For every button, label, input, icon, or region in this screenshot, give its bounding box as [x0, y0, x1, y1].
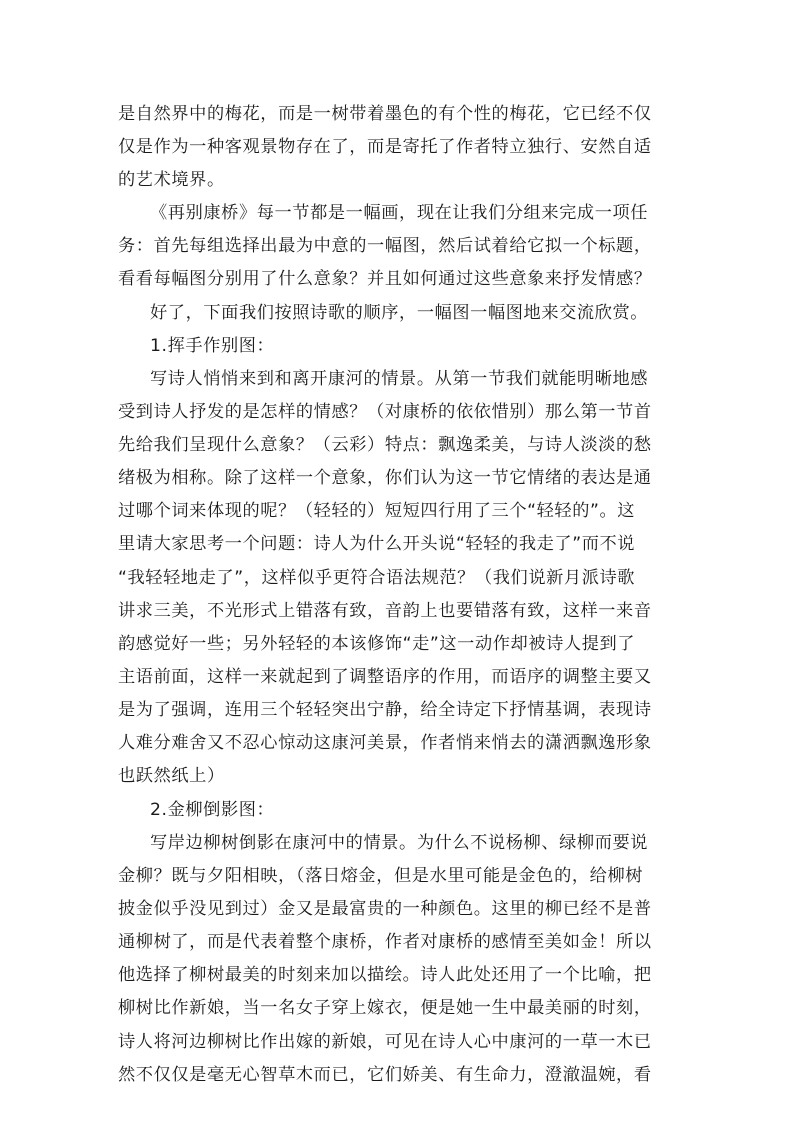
text-line: 仅是作为一种客观景物存在了，而是寄托了作者特立独行、安然自适: [118, 137, 652, 157]
text-line: 金柳？既与夕阳相映，（落日熔金，但是水里可能是金色的，给柳树: [118, 866, 644, 886]
text-line: 写岸边柳树倒影在康河中的情景。为什么不说杨柳、绿柳而要说: [150, 833, 649, 853]
text-line: 写诗人悄悄来到和离开康河的情景。从第一节我们就能明晰地感: [150, 369, 649, 389]
text-line: 诗人将河边柳树比作出嫁的新娘，可见在诗人心中康河的一草一木已: [118, 1032, 652, 1052]
text-line: 看看每幅图分别用了什么意象？并且如何通过这些意象来抒发情感？: [118, 269, 652, 289]
text-line: 务：首先每组选择出最为中意的一幅图，然后试着给它拟一个标题，: [118, 236, 652, 256]
text-line: 柳树比作新娘，当一名女子穿上嫁衣，便是她一生中最美丽的时刻，: [118, 998, 652, 1018]
text-line: 人难分难舍又不忍心惊动这康河美景，作者悄来悄去的潇洒飘逸形象: [118, 733, 652, 753]
text-line: 是自然界中的梅花，而是一树带着墨色的有个性的梅花，它已经不仅: [118, 104, 652, 124]
text-line: 受到诗人抒发的是怎样的情感？（对康桥的依依惜别）那么第一节首: [118, 402, 652, 422]
text-line: 是为了强调，连用三个轻轻突出宁静，给全诗定下抒情基调，表现诗: [118, 700, 652, 720]
section-heading: 1.挥手作别图：: [150, 336, 275, 356]
text-line: 好了，下面我们按照诗歌的顺序，一幅图一幅图地来交流欣赏。: [150, 303, 649, 323]
text-line: 通柳树了，而是代表着整个康桥，作者对康桥的感情至美如金！所以: [118, 932, 652, 952]
text-line: 也跃然纸上）: [118, 766, 225, 786]
text-line: 然不仅仅是毫无心智草木而已，它们娇美、有生命力，澄澈温婉，看: [118, 1065, 652, 1085]
text-line: 他选择了柳树最美的时刻来加以描绘。诗人此处还用了一个比喻，把: [118, 965, 652, 985]
text-line: 主语前面，这样一来就起到了调整语序的作用，而语序的调整主要又: [118, 667, 652, 687]
text-line: 过哪个词来体现的呢？（轻轻的）短短四行用了三个“轻轻的”。这: [118, 501, 636, 521]
section-heading: 2.金柳倒影图：: [150, 800, 275, 820]
text-line: 披金似乎没见到过）金又是最富贵的一种颜色。这里的柳已经不是普: [118, 899, 652, 919]
text-line: 讲求三美，不光形式上错落有致，音韵上也要错落有致，这样一来音: [118, 601, 652, 621]
text-line: 《再别康桥》每一节都是一幅画，现在让我们分组来完成一项任: [150, 203, 649, 223]
text-line: 绪极为相称。除了这样一个意象，你们认为这一节它情绪的表达是通: [118, 468, 652, 488]
text-line: 韵感觉好一些；另外轻轻的本该修饰“走”这一动作却被诗人提到了: [118, 634, 636, 654]
text-line: 先给我们呈现什么意象？（云彩）特点：飘逸柔美，与诗人淡淡的愁: [118, 435, 652, 455]
text-line: 的艺术境界。: [118, 170, 225, 190]
text-line: 里请大家思考一个问题：诗人为什么开头说“轻轻的我走了”而不说: [118, 534, 636, 554]
text-line: “我轻轻地走了”，这样似乎更符合语法规范？（我们说新月派诗歌: [118, 568, 636, 588]
